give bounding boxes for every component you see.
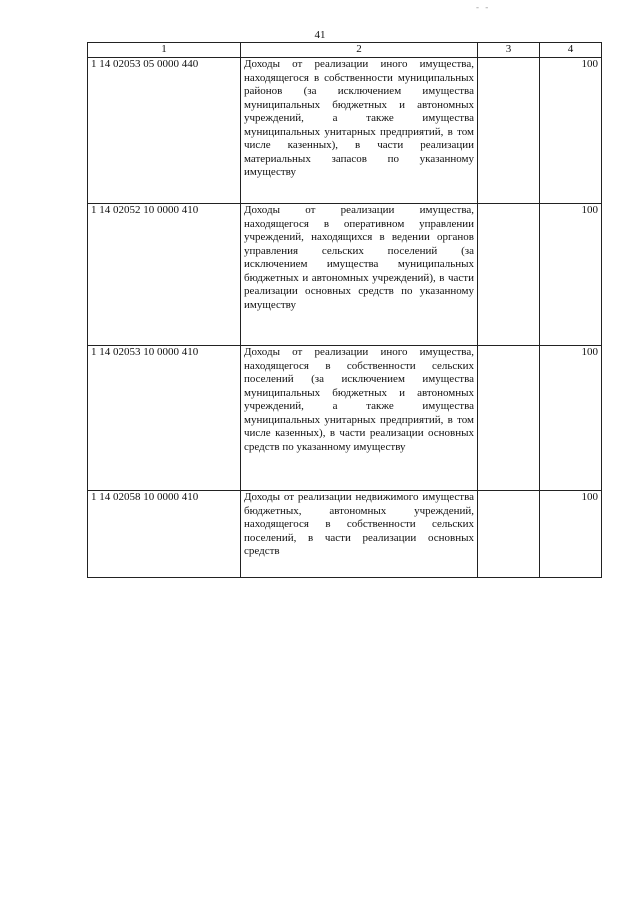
column-3-cell: [478, 58, 540, 204]
revenue-code: 1 14 02052 10 0000 410: [88, 204, 241, 346]
revenue-code: 1 14 02053 05 0000 440: [88, 58, 241, 204]
corner-mark: - -: [476, 2, 491, 12]
column-3-cell: [478, 204, 540, 346]
column-header-1: 1: [88, 43, 241, 58]
column-3-cell: [478, 346, 540, 491]
amount-cell: 100: [540, 58, 602, 204]
revenue-code: 1 14 02058 10 0000 410: [88, 491, 241, 578]
column-header-3: 3: [478, 43, 540, 58]
revenue-description: Доходы от реализации иного имущества, находящегося в собственности сельских поселений (за исключением имущества муниципальных бюджетных и автономных учреждений, а также имущества муниципальных унитарных предприятий, в том числе казенных), в части реализации основных средств по указанному имуществу: [241, 346, 478, 491]
table-row: [88, 491, 602, 578]
amount-cell: 100: [540, 491, 602, 578]
table-header-row: [88, 43, 602, 58]
table-row: [88, 204, 602, 346]
revenue-description: Доходы от реализации недвижимого имущества бюджетных, автономных учреждений, находящегося в собственности сельских поселений, в части реализации основных средств: [241, 491, 478, 578]
amount-cell: 100: [540, 346, 602, 491]
amount-cell: 100: [540, 204, 602, 346]
revenue-description: Доходы от реализации иного имущества, находящегося в собственности муниципальных районов (за исключением имущества муниципальных бюджетных и автономных учреждений, а также имущества муниципальных унитарных предприятий, в том числе казенных), в части реализации материальных запасов по указанному имуществу: [241, 58, 478, 204]
revenue-table: [87, 42, 602, 578]
column-header-4: 4: [540, 43, 602, 58]
table-row: [88, 58, 602, 204]
column-header-2: 2: [241, 43, 478, 58]
column-3-cell: [478, 491, 540, 578]
page-number: 41: [314, 29, 326, 41]
revenue-code: 1 14 02053 10 0000 410: [88, 346, 241, 491]
table-row: [88, 346, 602, 491]
revenue-description: Доходы от реализации имущества, находящегося в оперативном управлении учреждений, находящихся в ведении органов управления сельских поселений (за исключением имущества муниципальных бюджетных и автономных учреждений), в части реализации основных средств по указанному имуществу: [241, 204, 478, 346]
